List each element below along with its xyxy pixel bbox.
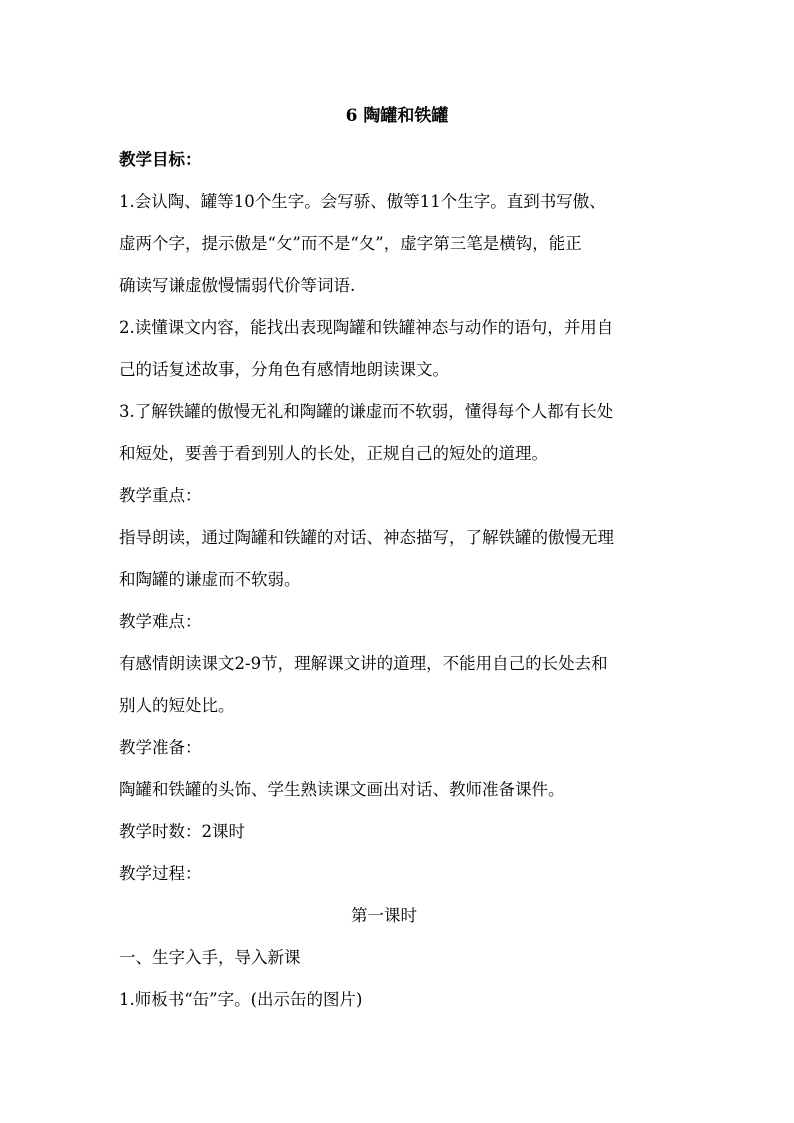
lesson-heading: 第一课时 (351, 906, 417, 925)
step-1-text: 1.师板书“缶”字。(出示缶的图片) (119, 990, 363, 1009)
preparation-text: 陶罐和铁罐的头饰、学生熟读课文画出对话、教师准备课件。 (119, 780, 565, 799)
difficulties-heading: 教学难点： (119, 612, 202, 631)
goal-2-line-1: 2.读懂课文内容，能找出表现陶罐和铁罐神态与动作的语句，并用自 (119, 318, 614, 337)
process-heading: 教学过程： (119, 864, 202, 883)
goal-3-line-1: 3.了解铁罐的傲慢无礼和陶罐的谦虚而不软弱，懂得每个人都有长处 (119, 402, 614, 421)
key-points-heading: 教学重点： (119, 486, 202, 505)
goal-1-line-2: 虚两个字，提示傲是“攵”而不是“夂”，虚字第三笔是横钩，能正 (119, 234, 582, 253)
preparation-heading: 教学准备： (119, 738, 202, 757)
teaching-hours: 教学时数：2课时 (119, 822, 245, 841)
page-title: 6 陶罐和铁罐 (345, 106, 449, 126)
key-points-line-2: 和陶罐的谦虚而不软弱。 (119, 570, 301, 589)
section-1-heading: 一、生字入手，导入新课 (119, 948, 301, 967)
goal-3-line-2: 和短处，要善于看到别人的长处，正规自己的短处的道理。 (119, 444, 548, 463)
goal-2-line-2: 己的话复述故事，分角色有感情地朗读课文。 (119, 360, 449, 379)
goals-heading: 教学目标： (119, 150, 202, 169)
goal-1-line-1: 1.会认陶、罐等10个生字。会写骄、傲等11个生字。直到书写傲、 (119, 192, 606, 211)
key-points-line-1: 指导朗读，通过陶罐和铁罐的对话、神态描写，了解铁罐的傲慢无理 (119, 528, 614, 547)
difficulties-line-1: 有感情朗读课文2-9节，理解课文讲的道理，不能用自己的长处去和 (119, 654, 608, 673)
difficulties-line-2: 别人的短处比。 (119, 696, 235, 715)
goal-1-line-3: 确读写谦虚傲慢懦弱代价等词语. (119, 276, 356, 295)
